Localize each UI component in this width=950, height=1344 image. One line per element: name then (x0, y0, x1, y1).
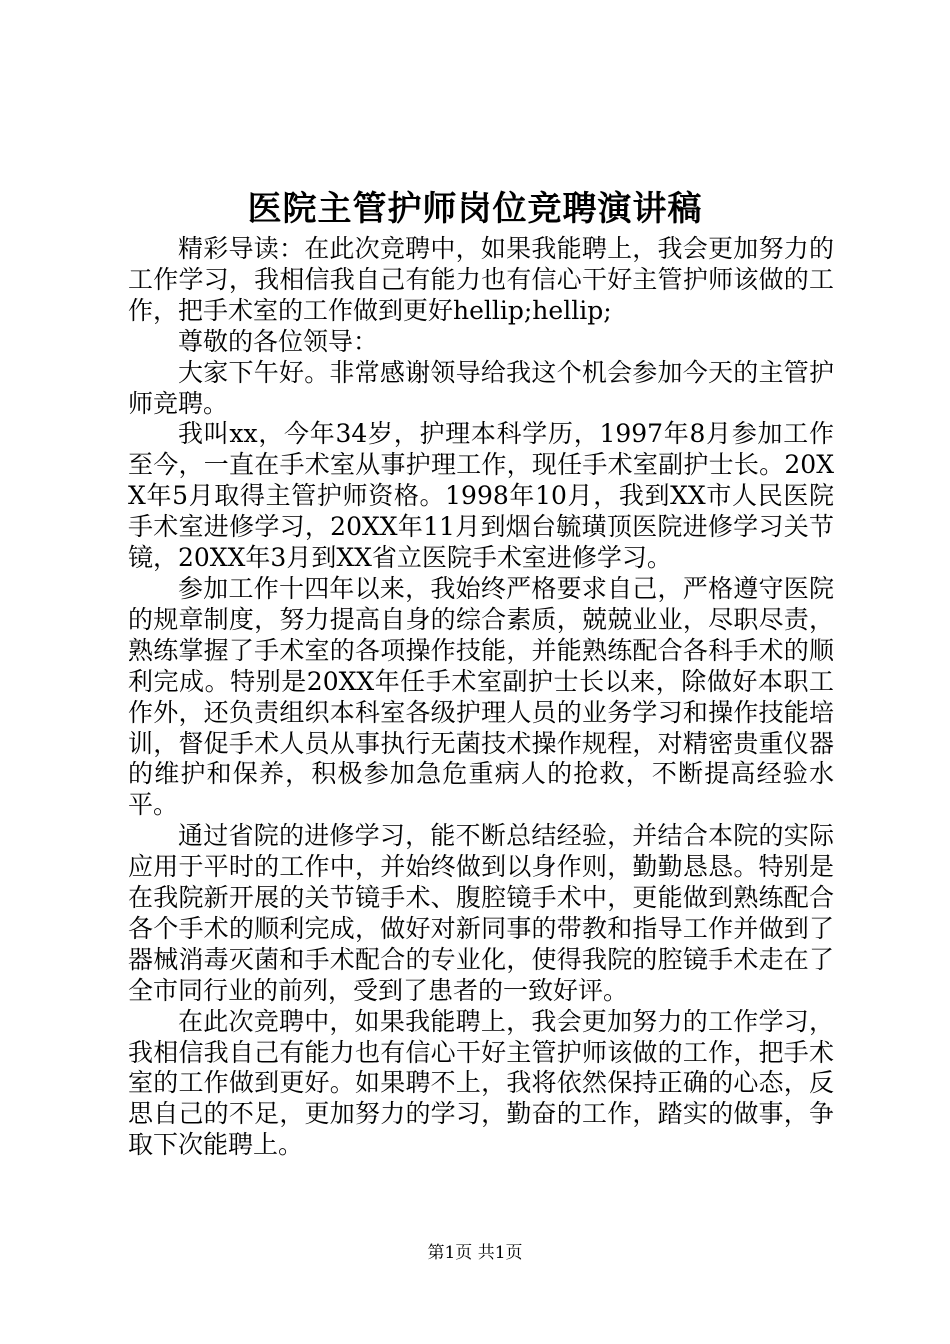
document-title: 医院主管护师岗位竞聘演讲稿 (247, 189, 703, 229)
training-achievement-paragraph: 通过省院的进修学习，能不断总结经验，并结合本院的实际应用于平时的工作中，并始终做到以身作则，勤勤恳恳。特别是在我院新开展的关节镜手术、腹腔镜手术中，更能做到熟练配合各个手术的顺利完成，做好对新同事的带教和指导工作并做到了器械消毒灭菌和手术配合的专业化，使得我院的腔镜手术走在了全市同行业的前列，受到了患者的一致好评。 (128, 821, 834, 1005)
intro-paragraph: 精彩导读：在此次竞聘中，如果我能聘上，我会更加努力的工作学习，我相信我自己有能力也有信心干好主管护师该做的工作，把手术室的工作做到更好hellip;hellip; (128, 234, 834, 325)
closing-paragraph: 在此次竞聘中，如果我能聘上，我会更加努力的工作学习，我相信我自己有能力也有信心干好主管护师该做的工作，把手术室的工作做到更好。如果聘不上，我将依然保持正确的心态，反思自己的不足，更加努力的学习，勤奋的工作，踏实的做事，争取下次能聘上。 (128, 1006, 834, 1160)
document-body (128, 234, 834, 1161)
work-experience-paragraph: 参加工作十四年以来，我始终严格要求自己，严格遵守医院的规章制度，努力提高自身的综合素质，兢兢业业，尽职尽责，熟练掌握了手术室的各项操作技能，并能熟练配合各科手术的顺利完成。特别是20XX年任手术室副护士长以来，除做好本职工作外，还负责组织本科室各级护理人员的业务学习和操作技能培训，督促手术人员从事执行无菌技术操作规程，对精密贵重仪器的维护和保养，积极参加急危重病人的抢救，不断提高经验水平。 (128, 573, 834, 820)
self-introduction-paragraph: 我叫xx，今年34岁，护理本科学历，1997年8月参加工作至今，一直在手术室从事护理工作，现任手术室副护士长。20XX年5月取得主管护师资格。1998年10月，我到XX市人民医院手术室进修学习，20XX年11月到烟台毓璜顶医院进修学习关节镜，20XX年3月到XX省立医院手术室进修学习。 (128, 419, 834, 573)
greeting-paragraph: 大家下午好。非常感谢领导给我这个机会参加今天的主管护师竞聘。 (128, 357, 834, 418)
page-number-footer: 第1页 共1页 (427, 1243, 523, 1263)
salutation-paragraph: 尊敬的各位领导： (178, 326, 379, 356)
